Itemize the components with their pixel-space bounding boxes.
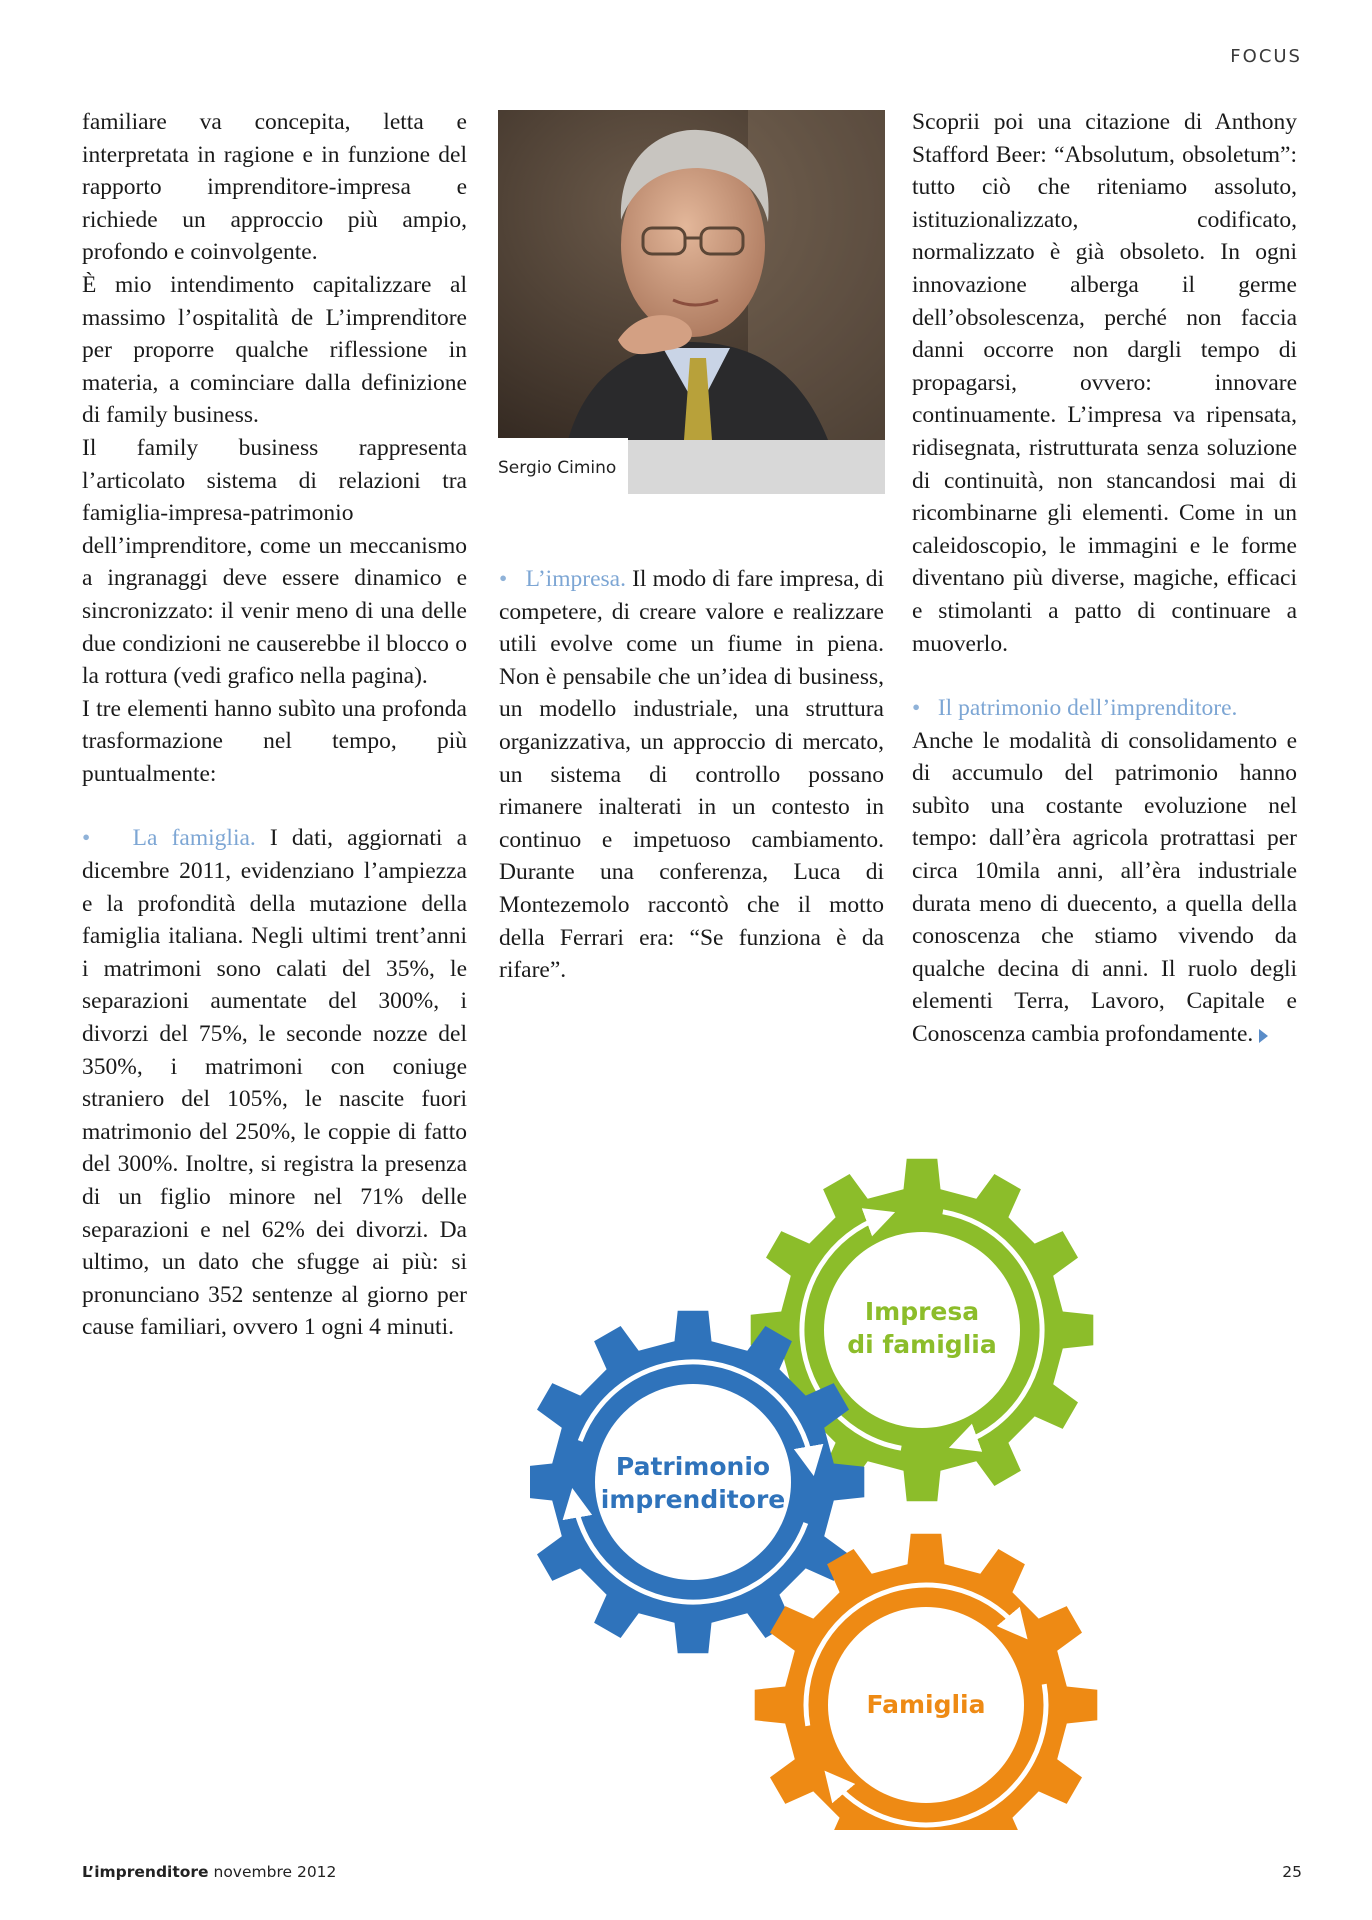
subheading: Il patrimonio dell’imprenditore. (937, 695, 1238, 722)
paragraph-famiglia (82, 822, 467, 1344)
paragraph: I tre elementi hanno subìto una profonda trasformazione nel tempo, più puntualmente: (82, 695, 467, 787)
portrait-photo (498, 110, 885, 440)
paragraph-impresa (499, 563, 884, 987)
gear-center (595, 1384, 791, 1580)
bullet-icon: • (912, 695, 921, 722)
footer-issue: novembre 2012 (208, 1863, 337, 1881)
subheading: L’impresa. (525, 566, 626, 592)
text-column-3 (912, 106, 1297, 1051)
gears-diagram (530, 1140, 1120, 1830)
subheading-patrimonio (912, 692, 1297, 725)
paragraph-text: Anche le modalità di consolidamento e di accumulo del patrimonio hanno subìto una costante evoluzione nel tempo: dall’èra agricola protrattasi per circa 10mila anni, all’èra industriale durata meno di duecento, a quella della conoscenza che stiamo vivendo da qualche decina di anni. Il ruolo degli elementi Terra, Lavoro, Capitale e Conoscenza cambia profondamente. (912, 727, 1297, 1048)
paragraph: Scoprii poi una citazione di Anthony Stafford Beer: “Absolutum, obsoletum”: tutto ciò che riteniamo assoluto, istituzionalizzato, codificato, normalizzato è già obsoleto. In ogni innovazione alberga il germe dell’obsolescenza, perché non faccia danni occorre non dargli tempo di propagarsi, ovvero: innovare continuamente. L’impresa va ripensata, ridisegnata, ristrutturata senza soluzione di continuità, non stancandosi mai di ricombinarne gli elementi. Come in un caleidoscopio, le immagini e le forme diventano più diverse, magiche, efficaci e stimolanti a patto di continuare a muoverlo. (912, 109, 1297, 657)
section-tag: FOCUS (1230, 46, 1302, 67)
page-number: 25 (1282, 1863, 1302, 1881)
paragraph-text: I dati, aggiornati a dicembre 2011, evidenziano l’ampiezza e la profondità della mutazione della famiglia italiana. Negli ultimi trent’anni i matrimoni sono calati del 35%, le separazioni aumentate del 300%, i divorzi del 75%, le seconde nozze del 350%, i matrimoni con coniuge straniero del 105%, le nascite fuori matrimonio del 250%, le coppie di fatto del 300%. Inoltre, si registra la presenza di un figlio minore nel 71% delle separazioni e nel 62% dei divorzi. Da ultimo, un dato che sfugge ai più: si pronunciano 352 sentenze al giorno per cause familiari, ovvero 1 ogni 4 minuti. (82, 825, 467, 1341)
gear-label-famiglia: Famiglia (866, 1690, 986, 1719)
gear-label-patrimonio: Patrimonio (615, 1452, 771, 1481)
paragraph: Il family business rappresenta l’articolato sistema di relazioni tra famiglia-impresa-patrimonio dell’imprenditore, come un meccanismo a ingranaggi deve essere dinamico e sincronizzato: il venir meno di una delle due condizioni ne causerebbe il blocco o la rottura (vedi grafico nella pagina). (82, 434, 467, 690)
portrait-photo-figure (498, 110, 885, 494)
bullet-icon: • (82, 825, 91, 852)
footer-publication (82, 1863, 336, 1881)
footer-brand: L’imprenditore (82, 1863, 209, 1881)
photo-caption: Sergio Cimino (498, 458, 617, 478)
subheading: La famiglia. (132, 825, 256, 852)
paragraph-text: Il modo di fare impresa, di competere, di creare valore e realizzare utili evolve come un fiume in piena. Non è pensabile che un’idea di business, un modello industriale, una struttura organizzativa, un approccio di mercato, un sistema di controllo possano rimanere inalterati in un contesto in continuo e impetuoso cambiamento. Durante una conferenza, Luca di Montezemolo raccontò che il motto della Ferrari era: “Se funziona è da rifare”. (499, 566, 884, 984)
gear-label-imprenditore: imprenditore (600, 1485, 786, 1514)
paragraph: familiare va concepita, letta e interpretata in ragione e in funzione del rapporto imprenditore-impresa e richiede un approccio più ampio, profondo e coinvolgente. (82, 109, 467, 266)
gear-label-impresa: Impresa (864, 1297, 980, 1326)
gear-label-di-famiglia: di famiglia (847, 1330, 997, 1359)
text-column-1 (82, 106, 467, 1344)
paragraph (912, 725, 1297, 1051)
bullet-icon: • (499, 566, 508, 592)
gear-famiglia (755, 1534, 1098, 1830)
continue-arrow-icon (1259, 1029, 1268, 1043)
text-column-2 (499, 563, 884, 987)
paragraph: È mio intendimento capitalizzare al massimo l’ospitalità de L’imprenditore per proporre qualche riflessione in materia, a cominciare dalla definizione di family business. (82, 271, 467, 429)
